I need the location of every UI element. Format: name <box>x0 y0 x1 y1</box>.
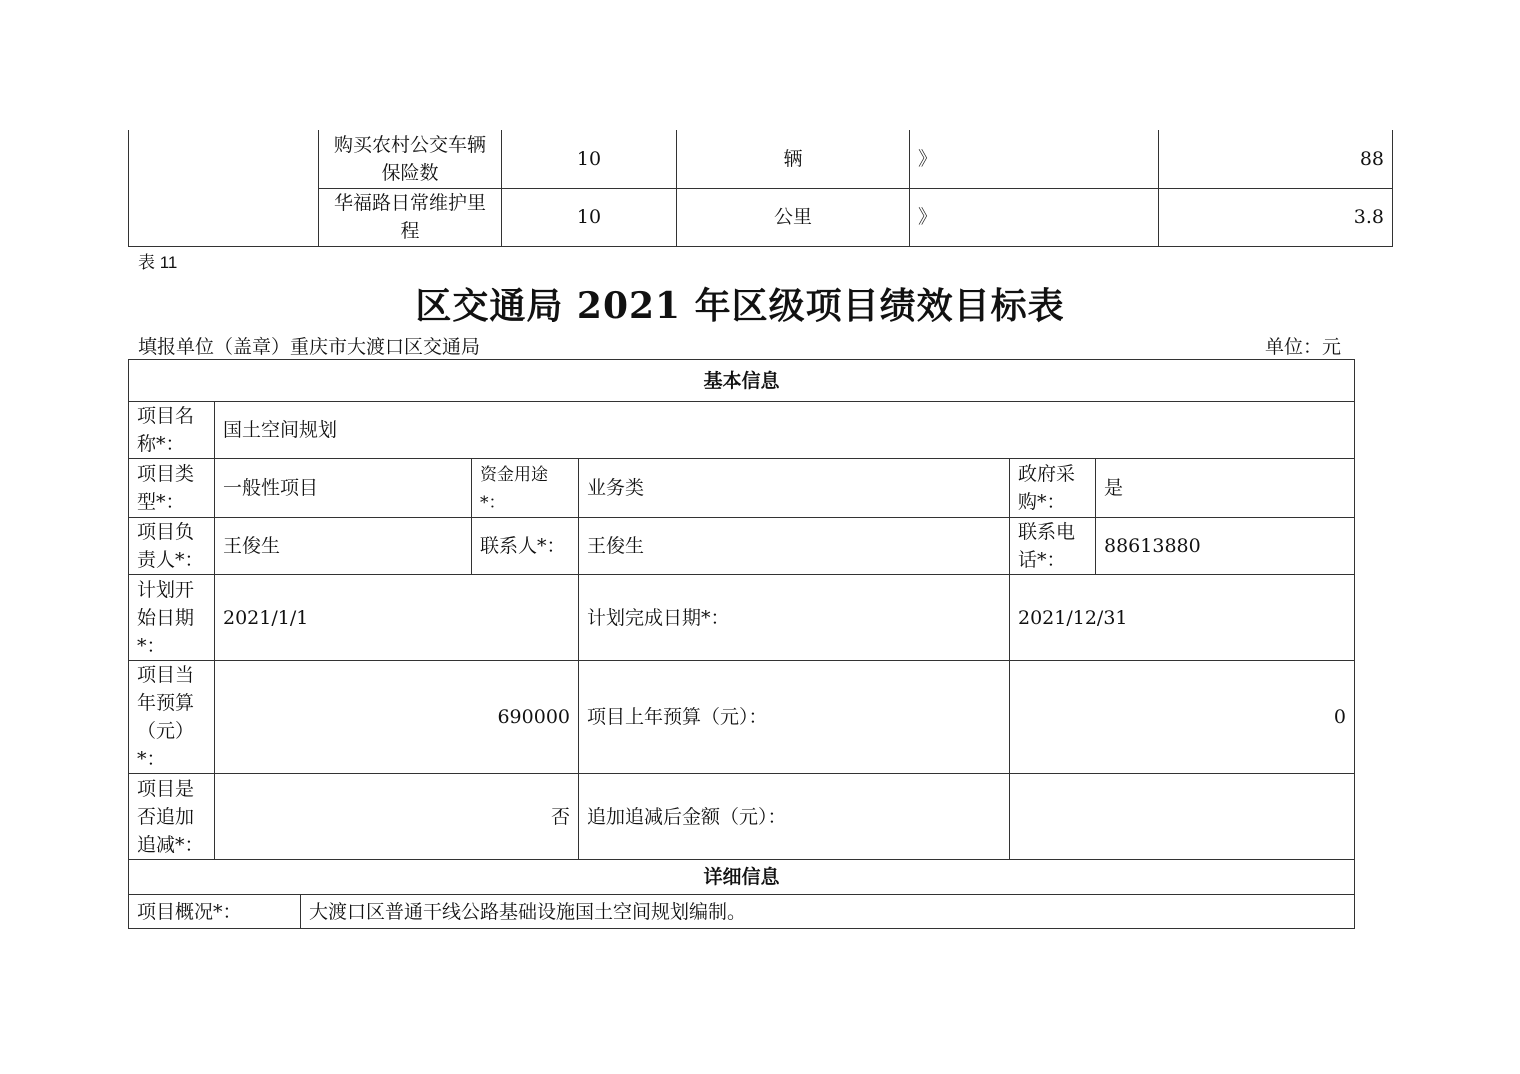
table-row <box>129 188 1393 246</box>
detail-info-header: 详细信息 <box>129 860 1355 895</box>
end-date-value: 2021/12/31 <box>1010 575 1355 661</box>
start-date-value: 2021/1/1 <box>215 575 579 661</box>
leader-label: 项目负责人*： <box>129 518 215 575</box>
project-type-value: 一般性项目 <box>215 459 472 518</box>
indicator-operator: 》 <box>910 130 1159 188</box>
fund-use-label: 资金用途*： <box>472 459 579 518</box>
phone-value: 88613880 <box>1096 518 1355 575</box>
adjust-label: 项目是否追加追减*： <box>129 774 215 860</box>
leader-value: 王俊生 <box>215 518 472 575</box>
contact-value: 王俊生 <box>579 518 1010 575</box>
prev-budget-value: 0 <box>1010 661 1355 774</box>
empty-cell <box>129 130 319 246</box>
table-row <box>129 130 1393 188</box>
adjust-value: 否 <box>215 774 579 860</box>
indicator-unit: 公里 <box>677 188 910 246</box>
budget-value: 690000 <box>215 661 579 774</box>
indicator-operator: 》 <box>910 188 1159 246</box>
indicator-unit: 辆 <box>677 130 910 188</box>
start-date-label: 计划开始日期*： <box>129 575 215 661</box>
end-date-label: 计划完成日期*： <box>579 575 1010 661</box>
project-name-value: 国土空间规划 <box>215 402 1355 459</box>
basic-info-header: 基本信息 <box>129 360 1355 402</box>
indicator-value: 3.8 <box>1159 188 1393 246</box>
indicator-weight: 10 <box>502 188 677 246</box>
overview-label: 项目概况*： <box>129 895 301 929</box>
indicator-table-continuation <box>128 130 1393 247</box>
fill-unit: 填报单位（盖章）重庆市大渡口区交通局 <box>138 336 481 358</box>
unit-label: 单位：元 <box>1265 336 1342 358</box>
project-type-label: 项目类型*： <box>129 459 215 518</box>
page-title: 区交通局 2021 年区级项目绩效目标表 <box>415 285 1065 327</box>
gov-purchase-value: 是 <box>1096 459 1355 518</box>
gov-purchase-label: 政府采购*： <box>1010 459 1096 518</box>
indicator-name: 华福路日常维护里程 <box>319 188 502 246</box>
fund-use-value: 业务类 <box>579 459 1010 518</box>
project-name-label: 项目名称*： <box>129 402 215 459</box>
indicator-weight: 10 <box>502 130 677 188</box>
indicator-value: 88 <box>1159 130 1393 188</box>
indicator-name: 购买农村公交车辆保险数 <box>319 130 502 188</box>
table-caption: 表 11 <box>138 253 178 272</box>
budget-label: 项目当年预算（元）*： <box>129 661 215 774</box>
overview-value: 大渡口区普通干线公路基础设施国土空间规划编制。 <box>301 895 1355 929</box>
performance-target-table <box>128 359 1355 929</box>
adjusted-amount-label: 追加追减后金额（元）： <box>579 774 1010 860</box>
adjusted-amount-value <box>1010 774 1355 860</box>
prev-budget-label: 项目上年预算（元）： <box>579 661 1010 774</box>
phone-label: 联系电话*： <box>1010 518 1096 575</box>
contact-label: 联系人*： <box>472 518 579 575</box>
